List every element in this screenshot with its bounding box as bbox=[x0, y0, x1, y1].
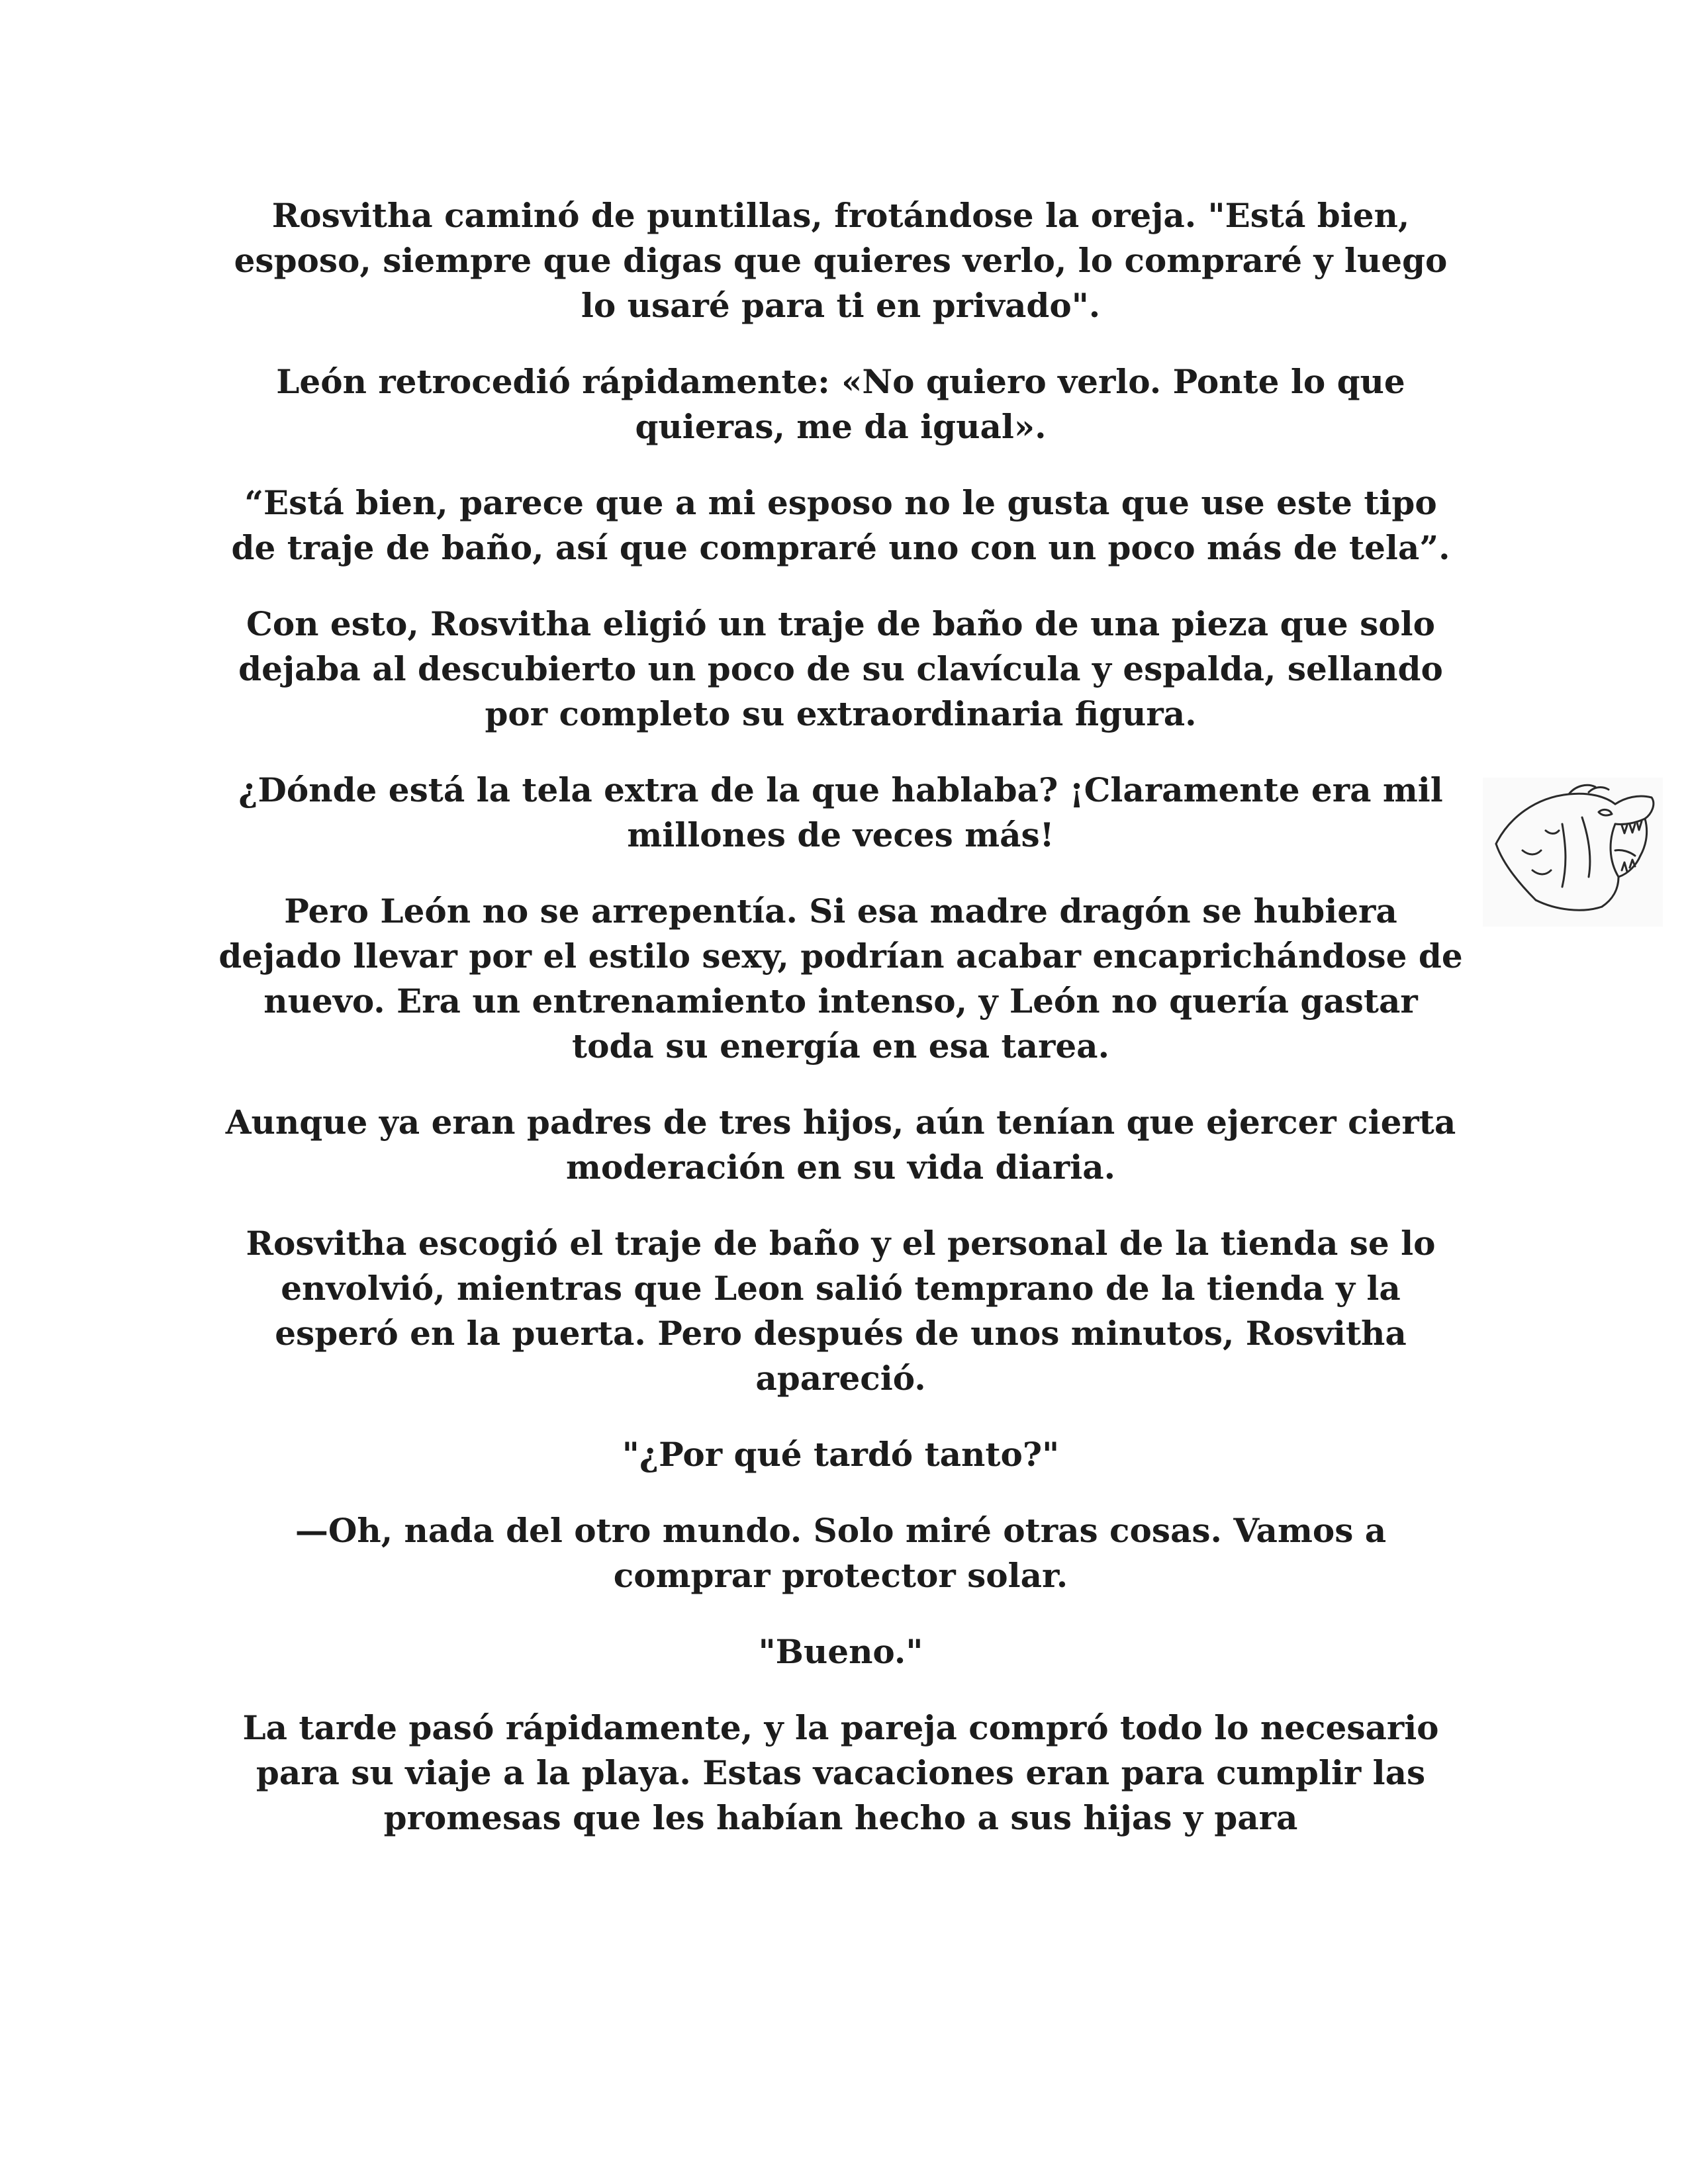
paragraph-9: "¿Por qué tardó tanto?" bbox=[622, 1435, 1060, 1474]
paragraph-1: Rosvitha caminó de puntillas, frotándose la oreja. "Está bien, esposo, siempre que digas que quieres verlo, lo compraré y luego lo usaré para ti en privado". bbox=[234, 196, 1448, 325]
paragraph-5: ¿Dónde está la tela extra de la que hablaba? ¡Claramente era mil millones de veces más! bbox=[238, 770, 1443, 854]
paragraph-12: La tarde pasó rápidamente, y la pareja compró todo lo necesario para su viaje a la playa. Estas vacaciones eran para cumplir las promesas que les habían hecho a sus hijas y para bbox=[242, 1708, 1439, 1837]
paragraph-6: Pero León no se arrepentía. Si esa madre dragón se hubiera dejado llevar por el estilo sexy, podrían acabar encaprichándose de nuevo. Era un entrenamiento intenso, y León no quería gastar toda su energía en esa tarea. bbox=[218, 891, 1463, 1066]
paragraph-3: “Está bien, parece que a mi esposo no le gusta que use este tipo de traje de baño, así que compraré uno con un poco más de tela”. bbox=[231, 483, 1450, 567]
body-text bbox=[218, 193, 1463, 1872]
dragon-head-icon bbox=[1483, 778, 1663, 927]
paragraph-8: Rosvitha escogió el traje de baño y el personal de la tienda se lo envolvió, mientras que Leon salió temprano de la tienda y la esperó en la puerta. Pero después de unos minutos, Rosvitha apareció. bbox=[246, 1224, 1436, 1398]
paragraph-2: León retrocedió rápidamente: «No quiero verlo. Ponte lo que quieras, me da igual». bbox=[276, 362, 1405, 446]
paragraph-11: "Bueno." bbox=[758, 1632, 923, 1671]
paragraph-7: Aunque ya eran padres de tres hijos, aún tenían que ejercer cierta moderación en su vida diaria. bbox=[225, 1103, 1456, 1187]
paragraph-4: Con esto, Rosvitha eligió un traje de baño de una pieza que solo dejaba al descubierto un poco de su clavícula y espalda, sellando por completo su extraordinaria figura. bbox=[238, 604, 1443, 733]
paragraph-10: —Oh, nada del otro mundo. Solo miré otras cosas. Vamos a comprar protector solar. bbox=[295, 1511, 1387, 1595]
